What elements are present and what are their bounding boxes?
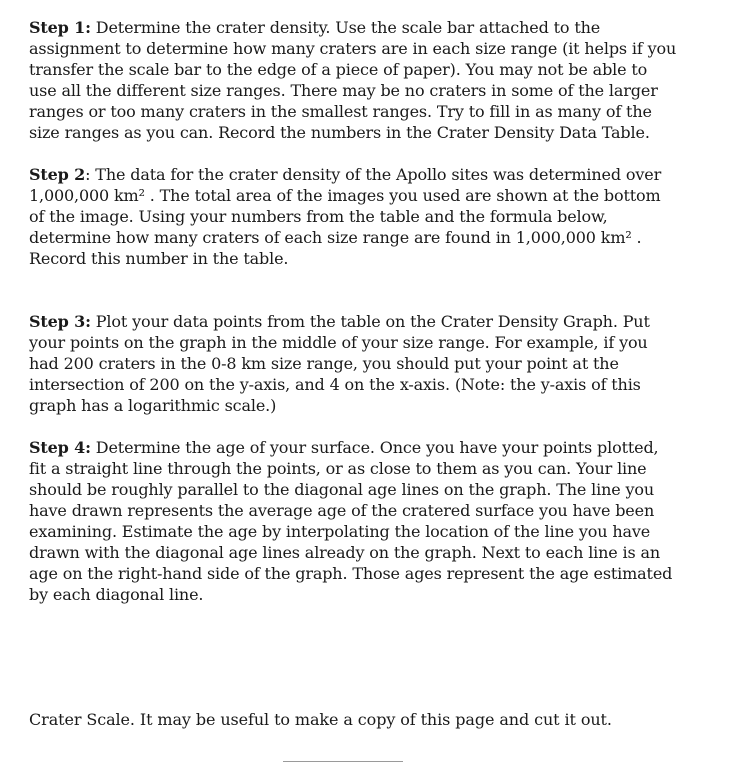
step-1-label: Step 1: <box>29 18 91 37</box>
step-4-text: Determine the age of your surface. Once you have your points plotted, fit a straight line through the points, or as close to them as you can. Your line should be roughly parallel to the diagonal age lines on the graph. The line you have drawn represents the average age of the cratered surface you have been examining. Estimate the age by interpolating the location of the line you have drawn with the diagonal age lines already on the graph. Next to each line is an age on the right-hand side of the graph. Those ages represent the age estimated by each diagonal line. <box>29 438 673 604</box>
instructions-body <box>29 17 679 605</box>
step-1-text: Determine the crater density. Use the scale bar attached to the assignment to determine how many craters are in each size range (it helps if you transfer the scale bar to the edge of a piece of paper). You may not be able to use all the different size ranges. There may be no craters in some of the larger ranges or too many craters in the smallest ranges. Try to fill in as many of the size ranges as you can. Record the numbers in the Crater Density Data Table. <box>29 18 677 142</box>
crater-scale-bar <box>283 761 403 762</box>
step-4-label: Step 4: <box>29 438 91 457</box>
step-3-text: Plot your data points from the table on the Crater Density Graph. Put your points on the graph in the middle of your size range. For example, if you had 200 craters in the 0-8 km size range, you should put your point at the intersection of 200 on the y-axis, and 4 on the x-axis. (Note: the y-axis of this graph has a logarithmic scale.) <box>29 312 650 415</box>
step-3-label: Step 3: <box>29 312 91 331</box>
step-3-paragraph <box>29 311 679 416</box>
step-2-label: Step 2 <box>29 165 86 184</box>
step-4-paragraph <box>29 437 679 605</box>
step-1-paragraph <box>29 17 679 143</box>
step-2-text: : The data for the crater density of the Apollo sites was determined over 1,000,000 km² . The total area of the images you used are shown at the bottom of the image. Using your numbers from the table and the formula below, determine how many craters of each size range are found in 1,000,000 km² . Record this number in the table. <box>29 165 662 268</box>
crater-scale-caption: Crater Scale. It may be useful to make a copy of this page and cut it out. <box>29 710 612 729</box>
step-2-paragraph <box>29 164 679 269</box>
